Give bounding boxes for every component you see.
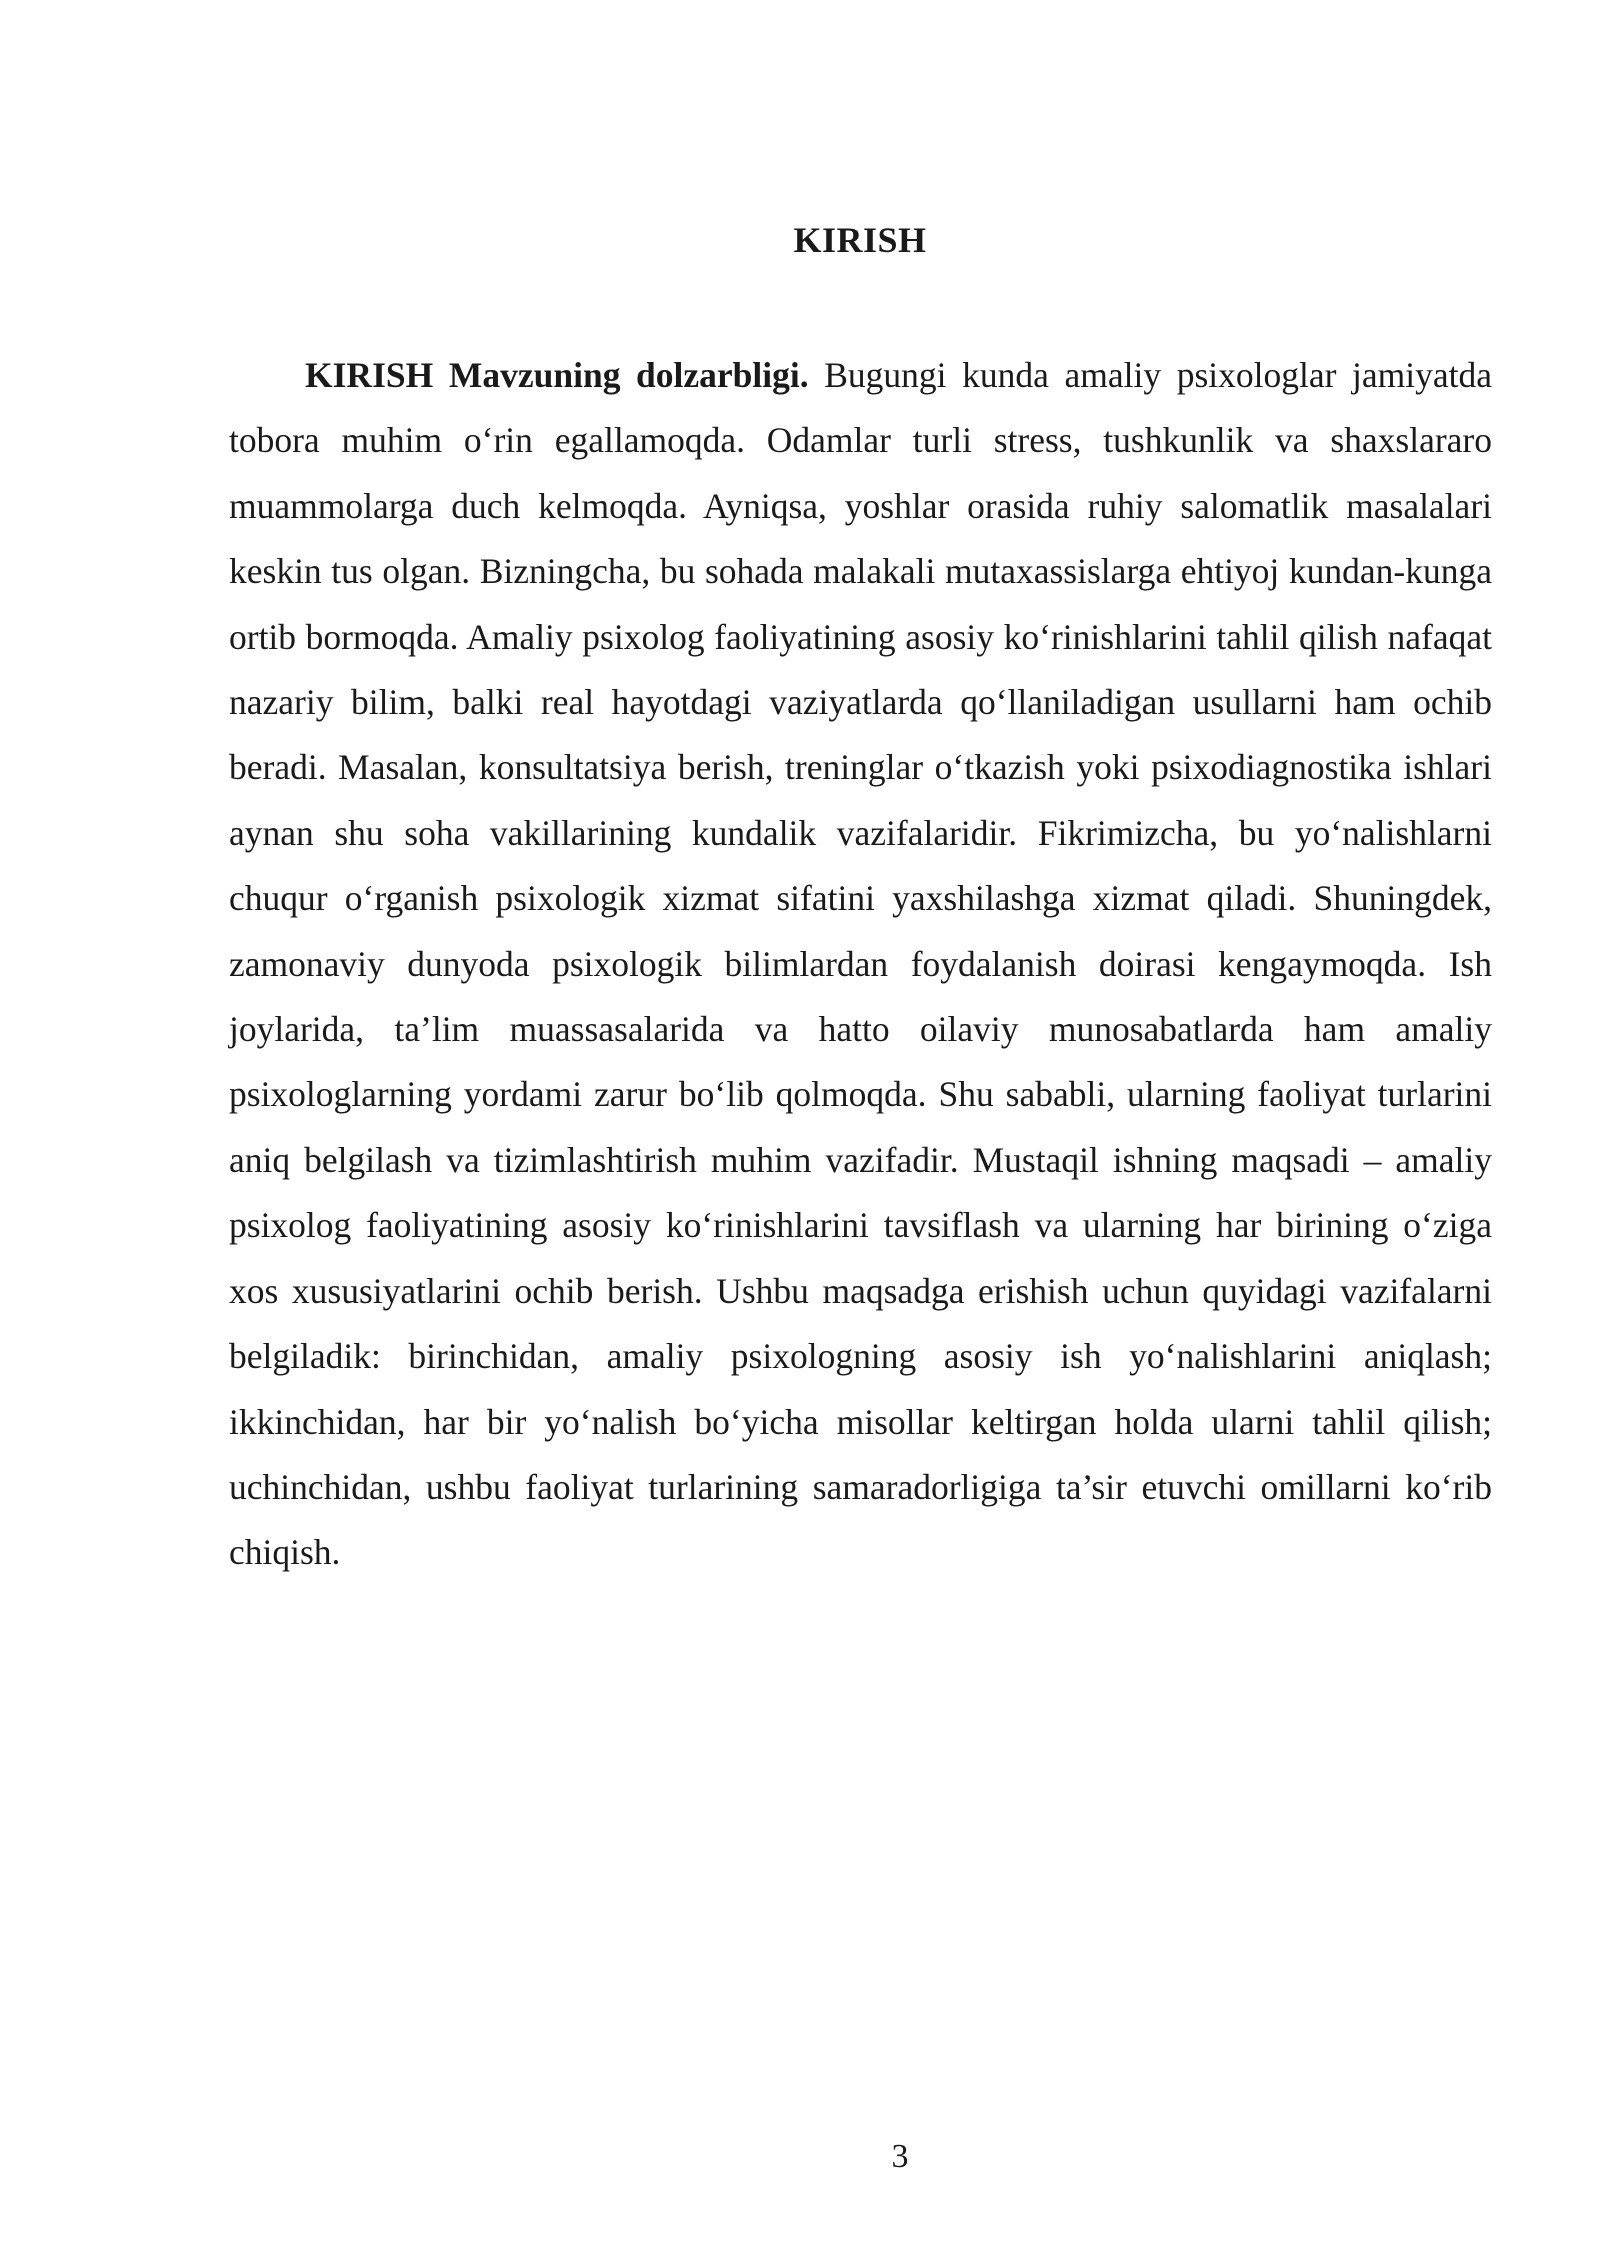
paragraph-lead: KIRISH Mavzuning dolzarbligi. <box>305 355 809 395</box>
page-number: 3 <box>891 2138 909 2175</box>
paragraph-text: Bugungi kunda amaliy psixologlar jamiyatda tobora muhim o‘rin egallamoqda. Odamlar turli stress, tushkunlik va shaxslararo muammolarga duch kelmoqda. Ayniqsa, yoshlar orasida ruhiy salomatlik masalalari keskin tus olgan. Bizningcha, bu sohada malakali mutaxassislarga ehtiyoj kundan-kunga ortib bormoqda. Amaliy psixolog faoliyatining asosiy ko‘rinishlarini tahlil qilish nafaqat nazariy bilim, balki real hayotdagi vaziyatlarda qo‘llaniladigan usullarni ham ochib beradi. Masalan, konsultatsiya berish, treninglar o‘tkazish yoki psixodiagnostika ishlari aynan shu soha vakillarining kundalik vazifalaridir. Fikrimizcha, bu yo‘nalishlarni chuqur o‘rganish psixologik xizmat sifatini yaxshilashga xizmat qiladi. Shuningdek, zamonaviy dunyoda psixologik bilimlardan foydalanish doirasi kengaymoqda. Ish joylarida, ta’lim muassasalarida va hatto oilaviy munosabatlarda ham amaliy psixologlarning yordami zarur bo‘lib qolmoqda. Shu sababli, ularning faoliyat turlarini aniq belgilash va tizimlashtirish muhim vazifadir. Mustaqil ishning maqsadi – amaliy psixolog faoliyatining asosiy ko‘rinishlarini tavsiflash va ularning har birining o‘ziga xos xususiyatlarini ochib berish. Ushbu maqsadga erishish uchun quyidagi vazifalarni belgiladik: birinchidan, amaliy psixologning asosiy ish yo‘nalishlarini aniqlash; ikkinchidan, har bir yo‘nalish bo‘yicha misollar keltirgan holda ularni tahlil qilish; uchinchidan, ushbu faoliyat turlarining samaradorligiga ta’sir etuvchi omillarni ko‘rib chiqish. <box>229 355 1493 1573</box>
section-heading: KIRISH <box>793 220 927 260</box>
intro-paragraph <box>229 343 1492 1586</box>
